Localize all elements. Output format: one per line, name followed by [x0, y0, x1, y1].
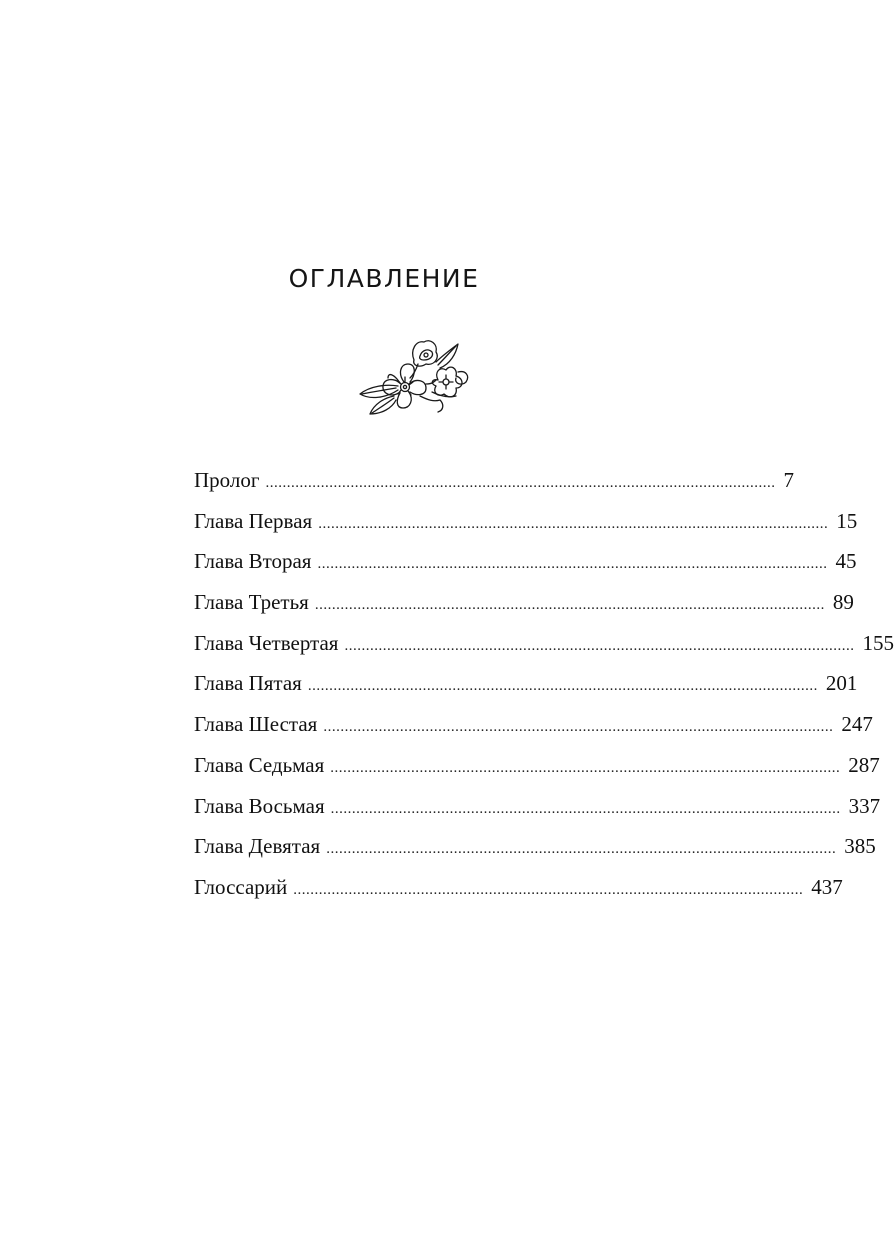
dot-leader: ........................................................................................................................ — [317, 556, 828, 573]
toc-entry-prologue[interactable] — [194, 466, 794, 507]
toc-entry-chapter-5[interactable] — [194, 669, 858, 710]
toc-entry-title: Глава Четвертая — [194, 630, 339, 655]
toc-entry-title: Глава Пятая — [194, 671, 302, 696]
toc-entry-chapter-9[interactable] — [194, 832, 876, 873]
toc-entry-page: 7 — [783, 468, 794, 492]
toc-entry-page: 89 — [832, 590, 854, 615]
toc-entry-chapter-7[interactable] — [194, 751, 880, 792]
toc-entry-title: Глава Девятая — [194, 834, 321, 859]
toc-entry-title: Глава Первая — [194, 508, 313, 533]
dot-leader: ........................................................................................................................ — [265, 475, 776, 491]
toc-entry-page: 15 — [836, 508, 858, 533]
toc-entry-page: 45 — [835, 549, 857, 574]
toc-entry-page: 287 — [848, 752, 880, 777]
toc-entry-page: 155 — [862, 630, 894, 655]
toc-entry-title: Глава Третья — [194, 590, 309, 615]
toc-entry-title: Глоссарий — [194, 874, 288, 899]
dot-leader: ........................................................................................................................ — [318, 515, 829, 532]
flower-ornament-icon — [348, 334, 472, 420]
toc-entry-page: 247 — [841, 712, 873, 737]
toc-entry-title: Глава Шестая — [194, 712, 318, 737]
toc-entry-title: Глава Вторая — [194, 549, 312, 574]
dot-leader: ........................................................................................................................ — [330, 800, 841, 817]
dot-leader: ........................................................................................................................ — [293, 881, 804, 898]
toc-entry-page: 201 — [825, 671, 858, 696]
toc-entry-page: 337 — [848, 793, 881, 818]
toc-entry-glossary[interactable] — [194, 873, 843, 914]
toc-entry-chapter-3[interactable] — [194, 588, 854, 629]
dot-leader: ........................................................................................................................ — [314, 597, 825, 614]
dot-leader: ........................................................................................................................ — [330, 759, 841, 776]
toc-entry-page: 385 — [844, 834, 876, 859]
toc-entry-page: 437 — [811, 874, 843, 899]
dot-leader: ........................................................................................................................ — [307, 678, 818, 695]
page-title: ОГЛАВЛЕНИЕ — [288, 264, 480, 293]
toc-entry-title: Пролог — [194, 468, 260, 492]
dot-leader: ........................................................................................................................ — [323, 719, 834, 736]
toc-entry-chapter-1[interactable] — [194, 507, 858, 548]
toc-entry-chapter-6[interactable] — [194, 710, 873, 751]
dot-leader: ........................................................................................................................ — [344, 637, 855, 654]
table-of-contents — [194, 466, 894, 914]
toc-entry-title: Глава Восьмая — [194, 793, 325, 818]
dot-leader: ........................................................................................................................ — [326, 841, 837, 858]
toc-entry-chapter-2[interactable] — [194, 547, 857, 588]
toc-entry-chapter-8[interactable] — [194, 792, 881, 833]
toc-entry-title: Глава Седьмая — [194, 752, 325, 777]
toc-entry-chapter-4[interactable] — [194, 629, 894, 670]
